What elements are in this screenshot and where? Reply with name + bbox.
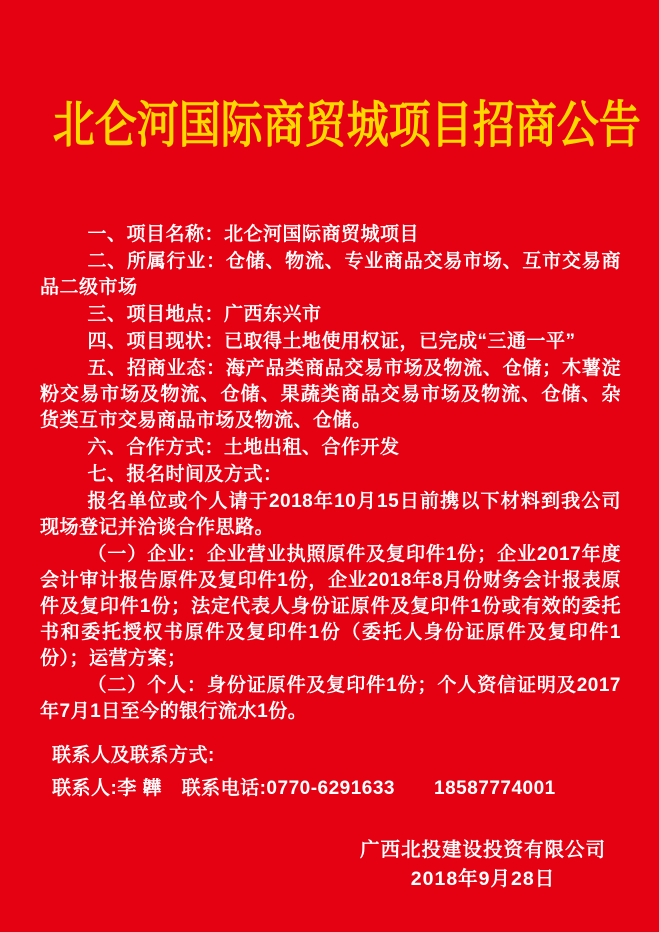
page-title: 北仑河国际商贸城项目招商公告 — [52, 97, 641, 153]
contact-section — [40, 743, 621, 802]
paragraph-cooperation-mode: 六、合作方式：土地出租、合作开发 — [87, 437, 400, 458]
paragraph-registration-heading: 七、报名时间及方式： — [87, 464, 283, 485]
paragraph-individual-materials: （二）个人：身份证原件及复印件1份；个人资信证明及2017年7月1日至今的银行流水1份。 — [40, 675, 621, 722]
announcement-body — [40, 222, 621, 725]
paragraph-industry: 二、所属行业：仓储、物流、专业商品交易市场、互市交易商品二级市场 — [40, 251, 621, 298]
paragraph-business-types: 五、招商业态：海产品类商品交易市场及物流、仓储；木薯淀粉交易市场及物流、仓储、果蔬类商品交易市场及物流、仓储、杂货类互市交易商品市场及物流、仓储。 — [40, 358, 621, 431]
paragraph-project-status: 四、项目现状：已取得土地使用权证，已完成“三通一平” — [87, 331, 576, 352]
company-name: 广西北投建设投资有限公司 — [359, 839, 606, 861]
paragraph-location: 三、项目地点：广西东兴市 — [87, 304, 322, 325]
signature-block — [323, 836, 643, 894]
paragraph-project-name: 一、项目名称：北仑河国际商贸城项目 — [87, 224, 420, 245]
paragraph-enterprise-materials: （一）企业：企业营业执照原件及复印件1份；企业2017年度会计审计报告原件及复印件1份，企业2018年8月份财务会计报表原件及复印件1份；法定代表人身份证原件及复印件1份或有效的委托书和委托授权书原件及复印件1份（委托人身份证原件及复印件1份）；运营方案； — [40, 544, 621, 669]
announcement-date: 2018年9月28日 — [410, 868, 556, 890]
contact-details: 联系人:李 韡 联系电话:0770-6291633 18587774001 — [52, 778, 556, 799]
contact-heading: 联系人及联系方式: — [52, 745, 215, 766]
paragraph-registration-instructions: 报名单位或个人请于2018年10月15日前携以下材料到我公司现场登记并洽谈合作思路。 — [40, 491, 621, 538]
